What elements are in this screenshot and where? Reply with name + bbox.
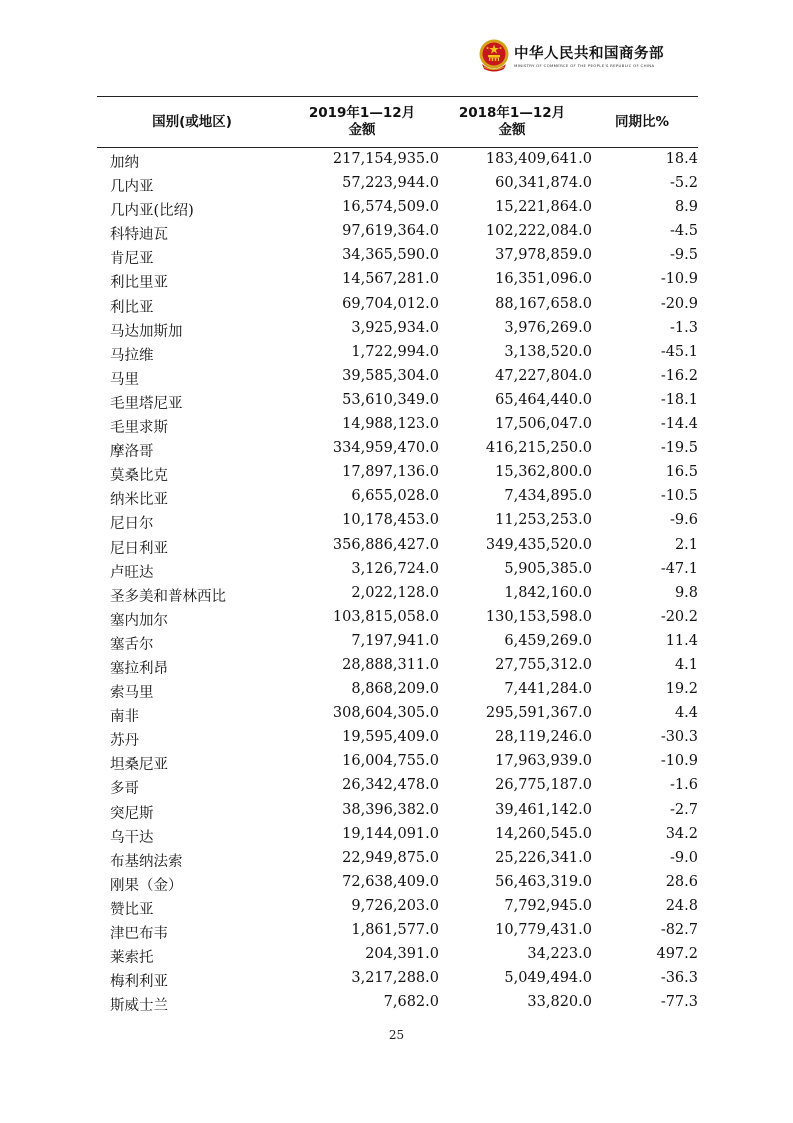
national-emblem-icon	[478, 38, 510, 74]
column-header-2018	[447, 97, 577, 147]
cell-country: 马达加斯加	[110, 323, 183, 340]
cell-yoy: -19.5	[660, 440, 698, 457]
table-row	[97, 872, 698, 896]
cell-yoy: -10.9	[660, 753, 698, 770]
cell-country: 斯威士兰	[110, 998, 168, 1015]
cell-yoy: -1.3	[670, 319, 698, 336]
cell-2018-amount: 39,461,142.0	[495, 801, 592, 818]
cell-country: 马拉维	[110, 347, 154, 364]
cell-2018-amount: 1,842,160.0	[504, 584, 592, 601]
cell-2018-amount: 5,049,494.0	[504, 970, 592, 987]
column-header-yoy-label: 同期比%	[614, 113, 670, 130]
cell-2018-amount: 17,506,047.0	[495, 416, 592, 433]
table-row	[97, 775, 698, 799]
cell-2019-amount: 53,610,349.0	[342, 391, 439, 408]
cell-2019-amount: 3,925,934.0	[351, 319, 439, 336]
cell-country: 津巴布韦	[110, 926, 168, 942]
cell-2018-amount: 34,223.0	[527, 946, 592, 963]
cell-country: 摩洛哥	[110, 444, 154, 461]
table-row	[97, 221, 698, 245]
cell-2019-amount: 22,949,875.0	[342, 849, 439, 866]
column-header-2019-amount: 金额	[348, 122, 376, 138]
cell-yoy: 4.1	[674, 656, 698, 673]
cell-2019-amount: 356,886,427.0	[332, 536, 439, 553]
table-row	[97, 631, 698, 655]
cell-country: 布基纳法索	[110, 853, 183, 870]
cell-2018-amount: 416,215,250.0	[485, 440, 592, 457]
cell-2018-amount: 6,459,269.0	[504, 632, 592, 649]
cell-country: 几内亚	[110, 179, 154, 196]
cell-2019-amount: 7,682.0	[383, 994, 439, 1011]
cell-2018-amount: 60,341,874.0	[495, 175, 592, 192]
cell-2018-amount: 25,226,341.0	[495, 849, 592, 866]
cell-yoy: 497.2	[656, 946, 698, 963]
column-header-2018-amount: 金额	[498, 122, 526, 138]
cell-yoy: 28.6	[665, 873, 698, 890]
table-row	[97, 486, 698, 510]
cell-yoy: -45.1	[660, 343, 698, 360]
cell-2019-amount: 217,154,935.0	[332, 151, 439, 167]
table-row	[97, 535, 698, 559]
cell-2018-amount: 3,976,269.0	[504, 319, 592, 336]
cell-country: 塞内加尔	[110, 612, 168, 629]
ministry-name-cn: 中华人民共和国商务部	[514, 46, 664, 62]
cell-country: 毛里塔尼亚	[110, 395, 183, 412]
cell-country: 卢旺达	[110, 564, 154, 581]
cell-2019-amount: 2,022,128.0	[351, 584, 439, 601]
table-row	[97, 462, 698, 486]
cell-2019-amount: 1,722,994.0	[351, 343, 439, 360]
cell-2018-amount: 17,963,939.0	[495, 753, 592, 770]
table-row	[97, 703, 698, 727]
column-header-2018-period: 2018年1—12月	[458, 105, 566, 121]
cell-2018-amount: 37,978,859.0	[495, 247, 592, 264]
cell-2018-amount: 14,260,545.0	[495, 825, 592, 842]
cell-2019-amount: 103,815,058.0	[332, 608, 439, 625]
cell-2019-amount: 14,567,281.0	[342, 271, 439, 288]
cell-yoy: -14.4	[660, 416, 698, 433]
cell-2018-amount: 15,362,800.0	[495, 464, 592, 481]
cell-2018-amount: 33,820.0	[527, 994, 592, 1011]
ministry-name-en: MINISTRY OF COMMERCE OF THE PEOPLE'S REPUBLIC OF CHINA	[514, 63, 655, 68]
cell-2019-amount: 6,655,028.0	[351, 488, 439, 505]
column-header-country	[97, 97, 287, 147]
cell-country: 马里	[110, 371, 139, 388]
cell-2019-amount: 16,004,755.0	[342, 753, 439, 770]
cell-yoy: -16.2	[660, 367, 698, 384]
cell-2019-amount: 57,223,944.0	[342, 175, 439, 192]
cell-yoy: -82.7	[660, 922, 698, 938]
cell-yoy: -1.6	[670, 777, 698, 794]
page-number: 25	[388, 1028, 405, 1042]
cell-2019-amount: 3,217,288.0	[351, 970, 439, 987]
cell-yoy: -20.2	[660, 608, 698, 625]
cell-2018-amount: 56,463,319.0	[495, 873, 592, 890]
cell-yoy: 16.5	[665, 464, 698, 481]
table-row	[97, 197, 698, 221]
cell-2019-amount: 17,897,136.0	[342, 464, 439, 481]
cell-2018-amount: 65,464,440.0	[495, 391, 592, 408]
cell-country: 苏丹	[110, 733, 139, 750]
cell-2019-amount: 19,144,091.0	[342, 825, 439, 842]
table-row	[97, 438, 698, 462]
cell-2018-amount: 10,779,431.0	[495, 922, 592, 938]
cell-2018-amount: 11,253,253.0	[495, 512, 592, 529]
table-row	[97, 414, 698, 438]
table-row	[97, 727, 698, 751]
cell-country: 南非	[110, 709, 139, 726]
cell-country: 加纳	[110, 155, 139, 171]
cell-yoy: -10.5	[660, 488, 698, 505]
cell-yoy: 2.1	[674, 536, 698, 553]
cell-2018-amount: 7,441,284.0	[504, 681, 592, 698]
table-row	[97, 992, 698, 1016]
cell-yoy: -36.3	[660, 970, 698, 987]
cell-2019-amount: 1,861,577.0	[351, 922, 439, 938]
cell-2018-amount: 47,227,804.0	[495, 367, 592, 384]
cell-2019-amount: 26,342,478.0	[342, 777, 439, 794]
cell-2018-amount: 7,792,945.0	[504, 897, 592, 914]
column-header-2019-period: 2019年1—12月	[308, 105, 416, 121]
cell-country: 索马里	[110, 685, 154, 702]
column-header-2019	[297, 97, 427, 147]
table-row	[97, 390, 698, 414]
cell-2018-amount: 349,435,520.0	[485, 536, 592, 553]
cell-country: 科特迪瓦	[110, 227, 168, 244]
cell-yoy: -47.1	[660, 560, 698, 577]
table-row	[97, 173, 698, 197]
cell-yoy: 9.8	[674, 584, 698, 601]
cell-2019-amount: 69,704,012.0	[342, 295, 439, 312]
table-row	[97, 968, 698, 992]
column-header-yoy	[602, 97, 682, 147]
table-row	[97, 920, 698, 944]
cell-yoy: 11.4	[665, 632, 698, 649]
table-row	[97, 366, 698, 390]
cell-2019-amount: 7,197,941.0	[351, 632, 439, 649]
table-row	[97, 679, 698, 703]
cell-2018-amount: 7,434,895.0	[504, 488, 592, 505]
cell-2018-amount: 88,167,658.0	[495, 295, 592, 312]
table-row	[97, 269, 698, 293]
table-row	[97, 559, 698, 583]
cell-yoy: -20.9	[660, 295, 698, 312]
cell-country: 莫桑比克	[110, 468, 168, 485]
table-row	[97, 318, 698, 342]
cell-yoy: -18.1	[660, 391, 698, 408]
cell-2019-amount: 34,365,590.0	[342, 247, 439, 264]
table-body	[97, 148, 698, 1016]
cell-country: 利比亚	[110, 299, 154, 316]
cell-2019-amount: 10,178,453.0	[342, 512, 439, 529]
cell-country: 刚果（金）	[110, 877, 183, 894]
cell-2018-amount: 130,153,598.0	[485, 608, 592, 625]
table-row	[97, 510, 698, 534]
cell-2019-amount: 38,396,382.0	[342, 801, 439, 818]
column-header-country-label: 国别(或地区)	[152, 113, 232, 130]
cell-yoy: -77.3	[660, 994, 698, 1011]
trade-table	[97, 96, 698, 1016]
cell-2019-amount: 3,126,724.0	[351, 560, 439, 577]
cell-2019-amount: 308,604,305.0	[332, 705, 439, 722]
cell-country: 肯尼亚	[110, 251, 154, 268]
table-row	[97, 583, 698, 607]
ministry-logo	[478, 38, 678, 78]
cell-yoy: -9.6	[670, 512, 698, 529]
cell-2018-amount: 183,409,641.0	[485, 151, 592, 167]
cell-2019-amount: 334,959,470.0	[332, 440, 439, 457]
cell-2019-amount: 16,574,509.0	[342, 199, 439, 216]
table-row	[97, 800, 698, 824]
cell-2018-amount: 16,351,096.0	[495, 271, 592, 288]
table-header	[97, 97, 698, 147]
cell-2019-amount: 204,391.0	[365, 946, 439, 963]
cell-yoy: -30.3	[660, 729, 698, 746]
cell-country: 利比里亚	[110, 275, 168, 292]
cell-country: 多哥	[110, 781, 139, 798]
cell-yoy: -10.9	[660, 271, 698, 288]
cell-country: 尼日利亚	[110, 540, 168, 557]
cell-2018-amount: 295,591,367.0	[485, 705, 592, 722]
table-row	[97, 751, 698, 775]
cell-2019-amount: 28,888,311.0	[342, 656, 439, 673]
cell-2019-amount: 8,868,209.0	[351, 681, 439, 698]
cell-2019-amount: 14,988,123.0	[342, 416, 439, 433]
cell-yoy: 4.4	[674, 705, 698, 722]
cell-2018-amount: 28,119,246.0	[495, 729, 592, 746]
cell-country: 尼日尔	[110, 516, 154, 533]
cell-2018-amount: 26,775,187.0	[495, 777, 592, 794]
table-row	[97, 896, 698, 920]
cell-country: 梅利利亚	[110, 974, 168, 991]
cell-yoy: 18.4	[665, 151, 698, 167]
cell-2019-amount: 39,585,304.0	[342, 367, 439, 384]
table-row	[97, 607, 698, 631]
cell-yoy: -9.0	[670, 849, 698, 866]
cell-2019-amount: 97,619,364.0	[342, 223, 439, 240]
cell-yoy: -2.7	[670, 801, 698, 818]
cell-country: 坦桑尼亚	[110, 757, 168, 774]
table-row	[97, 944, 698, 968]
cell-yoy: -9.5	[670, 247, 698, 264]
cell-2018-amount: 5,905,385.0	[504, 560, 592, 577]
cell-country: 纳米比亚	[110, 492, 168, 509]
cell-country: 莱索托	[110, 950, 154, 967]
cell-country: 圣多美和普林西比	[110, 588, 226, 605]
cell-country: 毛里求斯	[110, 420, 168, 437]
cell-2018-amount: 3,138,520.0	[504, 343, 592, 360]
cell-2018-amount: 27,755,312.0	[495, 656, 592, 673]
cell-country: 塞舌尔	[110, 636, 154, 653]
table-row	[97, 245, 698, 269]
cell-yoy: -4.5	[670, 223, 698, 240]
cell-2018-amount: 15,221,864.0	[495, 199, 592, 216]
cell-country: 突尼斯	[110, 805, 154, 822]
cell-yoy: 24.8	[665, 897, 698, 914]
cell-2019-amount: 72,638,409.0	[342, 873, 439, 890]
table-row	[97, 848, 698, 872]
cell-country: 乌干达	[110, 829, 154, 846]
table-row	[97, 655, 698, 679]
table-row	[97, 824, 698, 848]
table-row	[97, 149, 698, 173]
cell-2018-amount: 102,222,084.0	[485, 223, 592, 240]
cell-yoy: 34.2	[665, 825, 698, 842]
cell-yoy: -5.2	[670, 175, 698, 192]
cell-country: 赞比亚	[110, 901, 154, 918]
cell-yoy: 8.9	[674, 199, 698, 216]
cell-2019-amount: 19,595,409.0	[342, 729, 439, 746]
cell-yoy: 19.2	[665, 681, 698, 698]
cell-2019-amount: 9,726,203.0	[351, 897, 439, 914]
cell-country: 几内亚(比绍)	[110, 203, 194, 220]
table-row	[97, 342, 698, 366]
cell-country: 塞拉利昂	[110, 660, 168, 677]
table-row	[97, 294, 698, 318]
